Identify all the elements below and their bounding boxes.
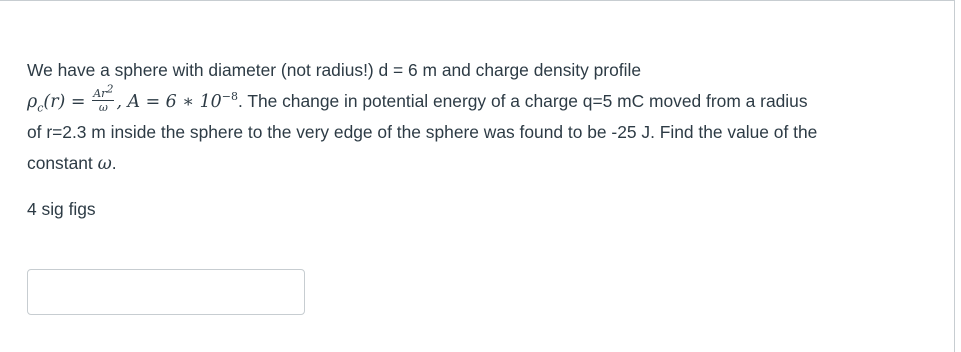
rho-subscript: c xyxy=(37,101,44,115)
question-line-1: We have a sphere with diameter (not radius!) d = 6 m and charge density profile xyxy=(27,60,641,80)
answer-input[interactable] xyxy=(27,269,305,315)
question-line-2 xyxy=(27,82,932,117)
question-line-3: of r=2.3 m inside the sphere to the very edge of the sphere was found to be -25 J. Find the value of the xyxy=(27,122,818,142)
a-exponent: −8 xyxy=(221,90,238,104)
question-text xyxy=(27,55,932,179)
question-line-2-rest: . The change in potential energy of a charge q=5 mC moved from a radius xyxy=(237,91,808,111)
rho-argument: (r) = xyxy=(43,92,86,112)
precision-hint: 4 sig figs xyxy=(27,199,96,219)
density-fraction xyxy=(92,82,114,114)
rho-symbol: ρ xyxy=(27,92,38,112)
question-line-4: constant ω. xyxy=(27,153,117,174)
omega-symbol: ω xyxy=(97,154,112,174)
fraction-numerator: Ar$^2$ xyxy=(93,82,114,100)
fraction-denominator: ω xyxy=(98,100,108,114)
a-constant: , A = 6 ∗ 10 xyxy=(116,92,222,112)
